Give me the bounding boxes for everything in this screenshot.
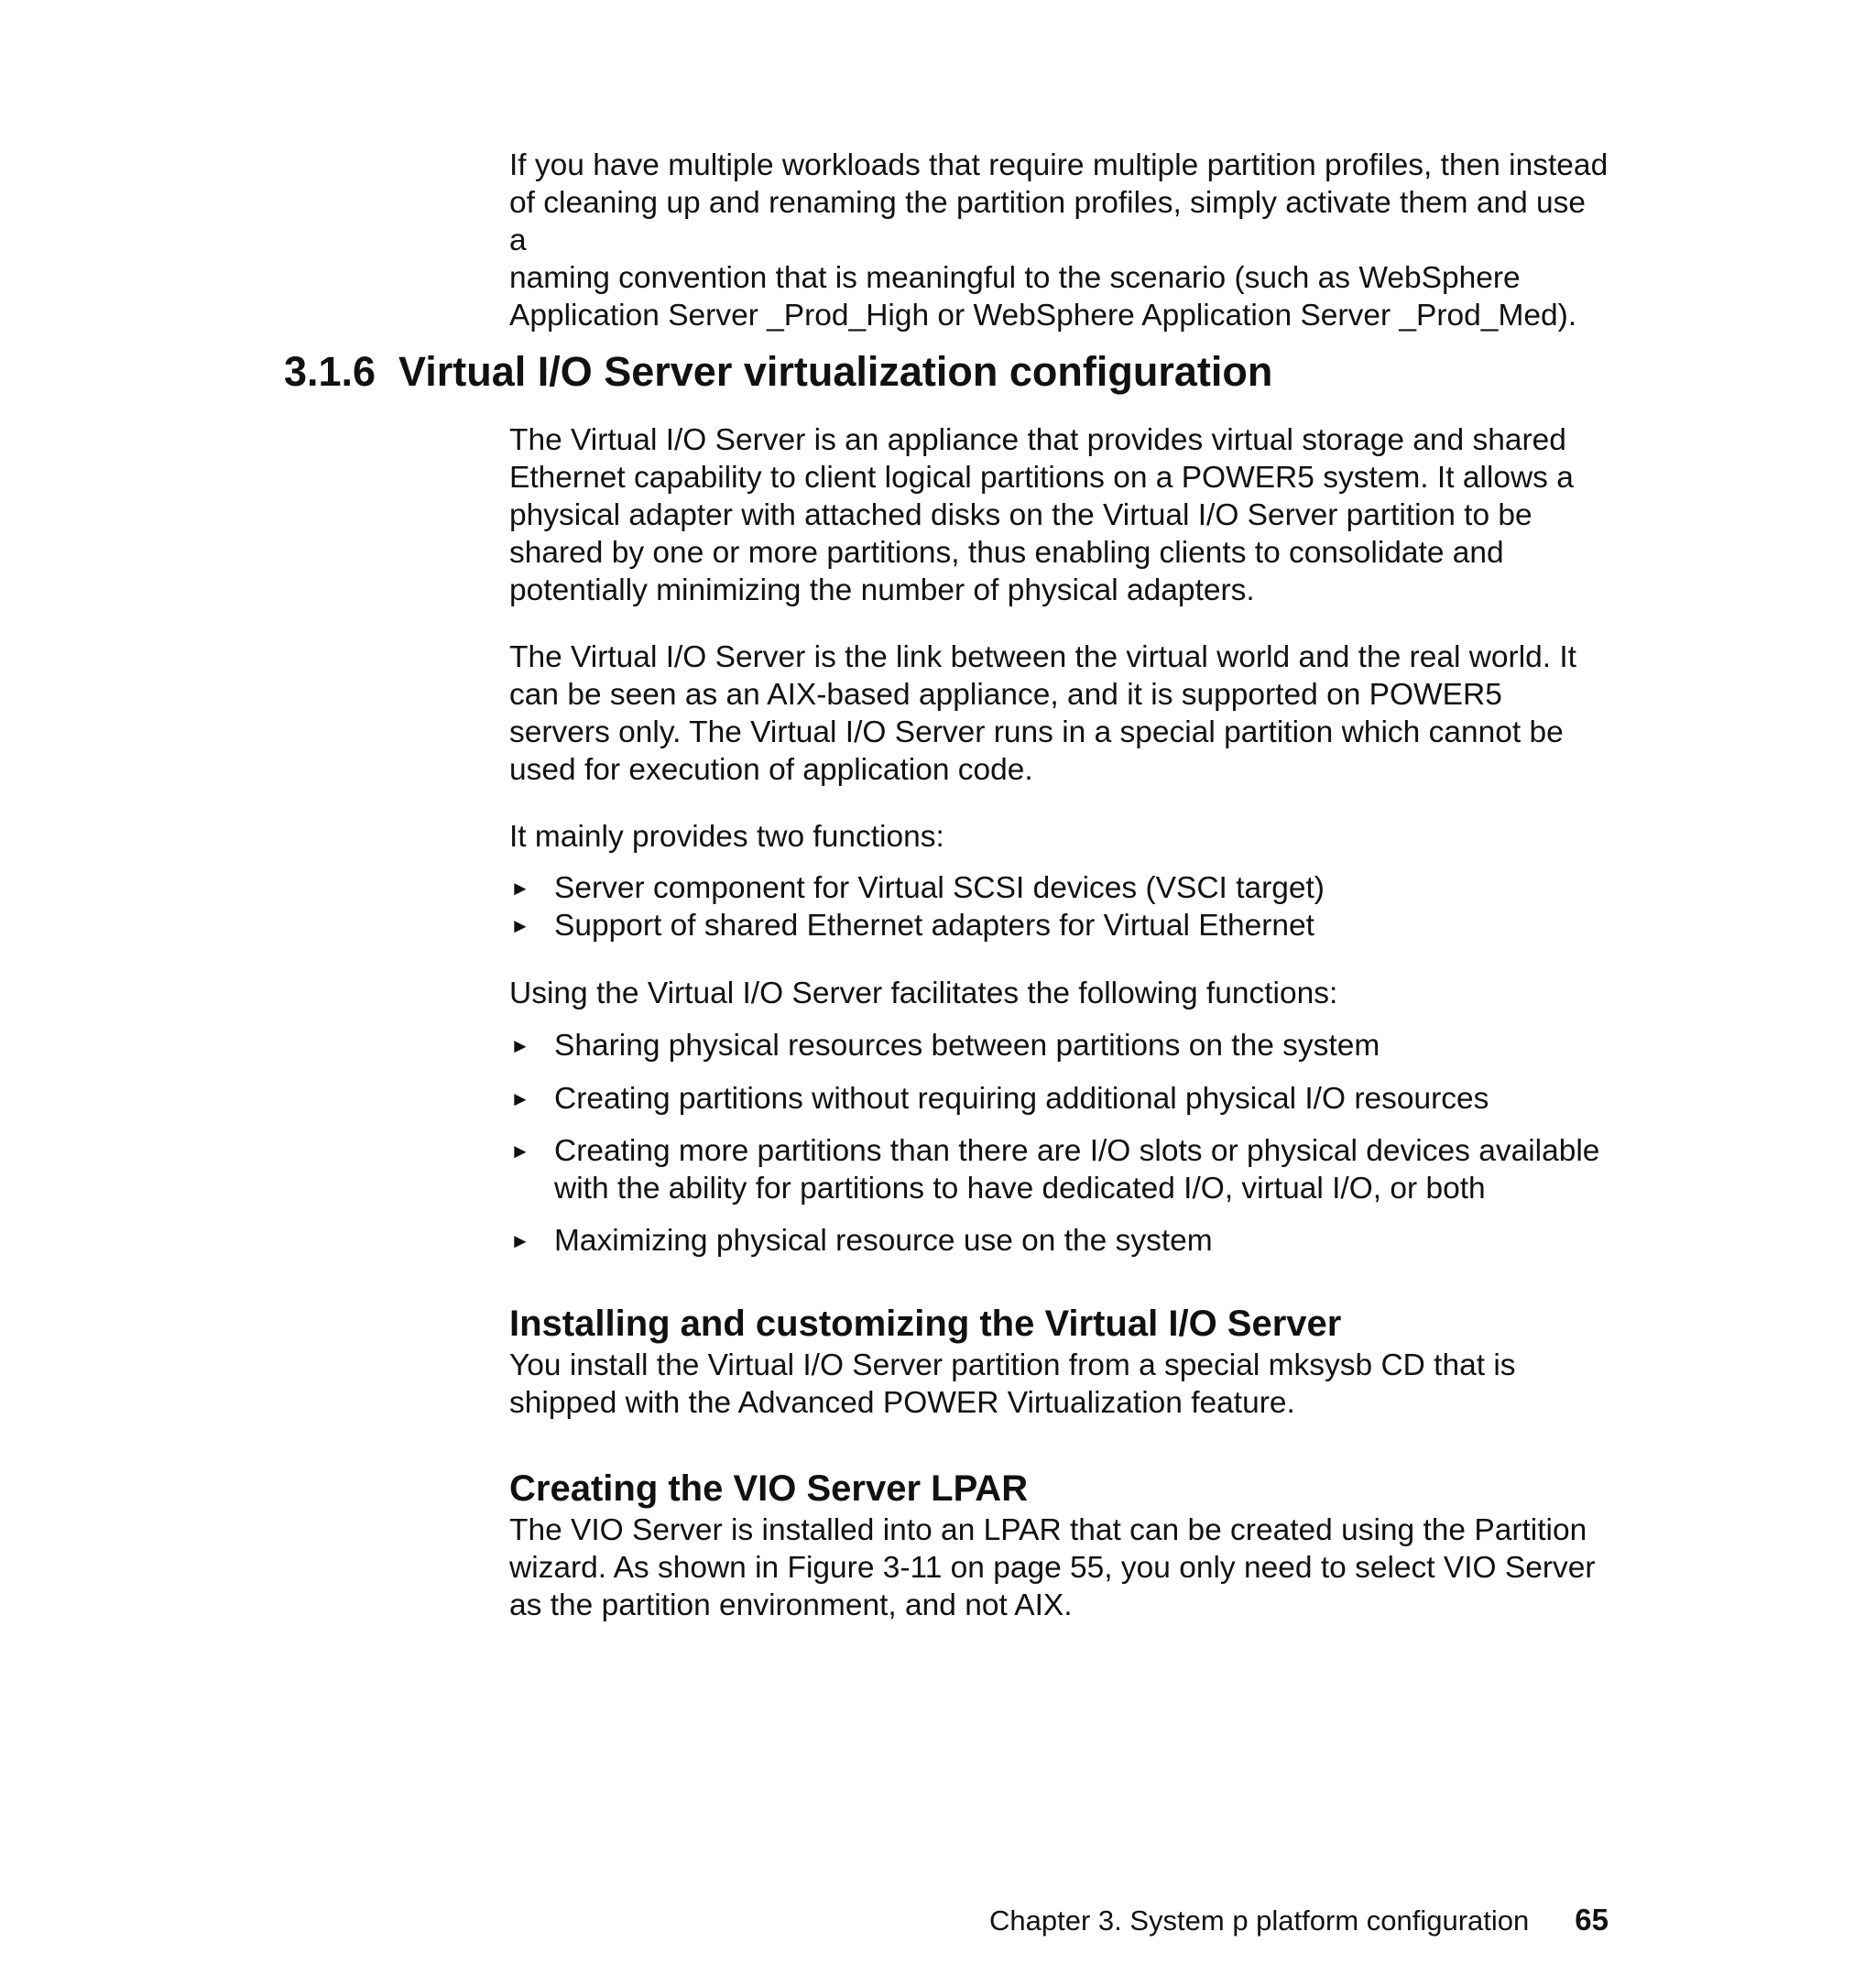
intro-block (509, 147, 1609, 334)
list-item-text: Creating more partitions than there are I/O slots or physical devices available with the ability for partitions to have dedicated I/O, virtual I/O, or both (554, 1134, 1600, 1206)
functions-list (509, 869, 1609, 944)
section-title: Virtual I/O Server virtualization configuration (398, 348, 1273, 395)
list-item-text: Maximizing physical resource use on the system (554, 1224, 1213, 1258)
section-number: 3.1.6 (284, 348, 376, 395)
section-paragraph: The Virtual I/O Server is an appliance that provides virtual storage and shared Ethernet capability to client logical partitions on a POWER5 system. It allows a physical adapter with attached disks on the Virtual I/O Server partition to be shared by one or more partitions, thus enabling clients to consolidate and potentially minimizing the number of physical adapters. (509, 423, 1574, 607)
facilitates-block (509, 975, 1609, 1012)
page-footer (989, 1902, 1609, 1939)
section-para-1-block (509, 421, 1609, 609)
subsection-creating-lpar (509, 1466, 1609, 1624)
list-item-text: Creating partitions without requiring additional physical I/O resources (554, 1082, 1489, 1116)
facilitates-intro: Using the Virtual I/O Server facilitates the following functions: (509, 977, 1338, 1010)
list-item-text: Server component for Virtual SCSI devices (VSCI target) (554, 871, 1325, 905)
list-item-text: Support of shared Ethernet adapters for Virtual Ethernet (554, 909, 1314, 943)
bullet-arrow-icon: ► (510, 914, 530, 937)
section-paragraph: The Virtual I/O Server is the link between the virtual world and the real world. It can be seen as an AIX-based appliance, and it is supported on POWER5 servers only. The Virtual I/O Server runs in a special partition which cannot be used for execution of application code. (509, 640, 1576, 787)
intro-paragraph: If you have multiple workloads that require multiple partition profiles, then instead of cleaning up and renaming the partition profiles, simply activate them and use a naming convention that is meaningful to the scenario (such as WebSphere Application Server _Prod_High or WebSphere Application Server _Prod_Med). (509, 148, 1609, 333)
subsection-text: You install the Virtual I/O Server partition from a special mksysb CD that is shipped with the Advanced POWER Virtualization feature. (509, 1348, 1516, 1420)
subsection-text: The VIO Server is installed into an LPAR that can be created using the Partition wizard. As shown in Figure 3-11 on page 55, you only need to select VIO Server as the partition environment, and not AIX. (509, 1513, 1596, 1622)
section-heading (284, 346, 1272, 398)
list-item (509, 1222, 1609, 1260)
bullet-arrow-icon: ► (510, 1140, 530, 1162)
footer-chapter: Chapter 3. System p platform configuration (988, 1904, 1530, 1937)
subsection-installing (509, 1301, 1609, 1422)
bullet-arrow-icon: ► (510, 1034, 530, 1057)
section-paragraph: It mainly provides two functions: (509, 820, 944, 854)
list-item (509, 1027, 1609, 1064)
list-item (509, 907, 1609, 944)
list-item-text: Sharing physical resources between partitions on the system (554, 1029, 1380, 1063)
page-number: 65 (1575, 1903, 1609, 1937)
subsection-heading: Installing and customizing the Virtual I/O Server (509, 1304, 1342, 1344)
list-item (509, 869, 1609, 907)
facilitates-list-item-3 (509, 1132, 1609, 1207)
facilitates-list-item-4 (509, 1222, 1609, 1260)
list-item (509, 1080, 1609, 1118)
bullet-arrow-icon: ► (510, 1229, 530, 1252)
list-item (509, 1132, 1609, 1207)
bullet-arrow-icon: ► (510, 1087, 530, 1110)
facilitates-list-item-1 (509, 1027, 1609, 1064)
section-para-2-block (509, 638, 1609, 789)
subsection-heading: Creating the VIO Server LPAR (509, 1468, 1029, 1509)
section-para-3-block (509, 818, 1609, 856)
bullet-arrow-icon: ► (510, 877, 530, 900)
facilitates-list-item-2 (509, 1080, 1609, 1118)
